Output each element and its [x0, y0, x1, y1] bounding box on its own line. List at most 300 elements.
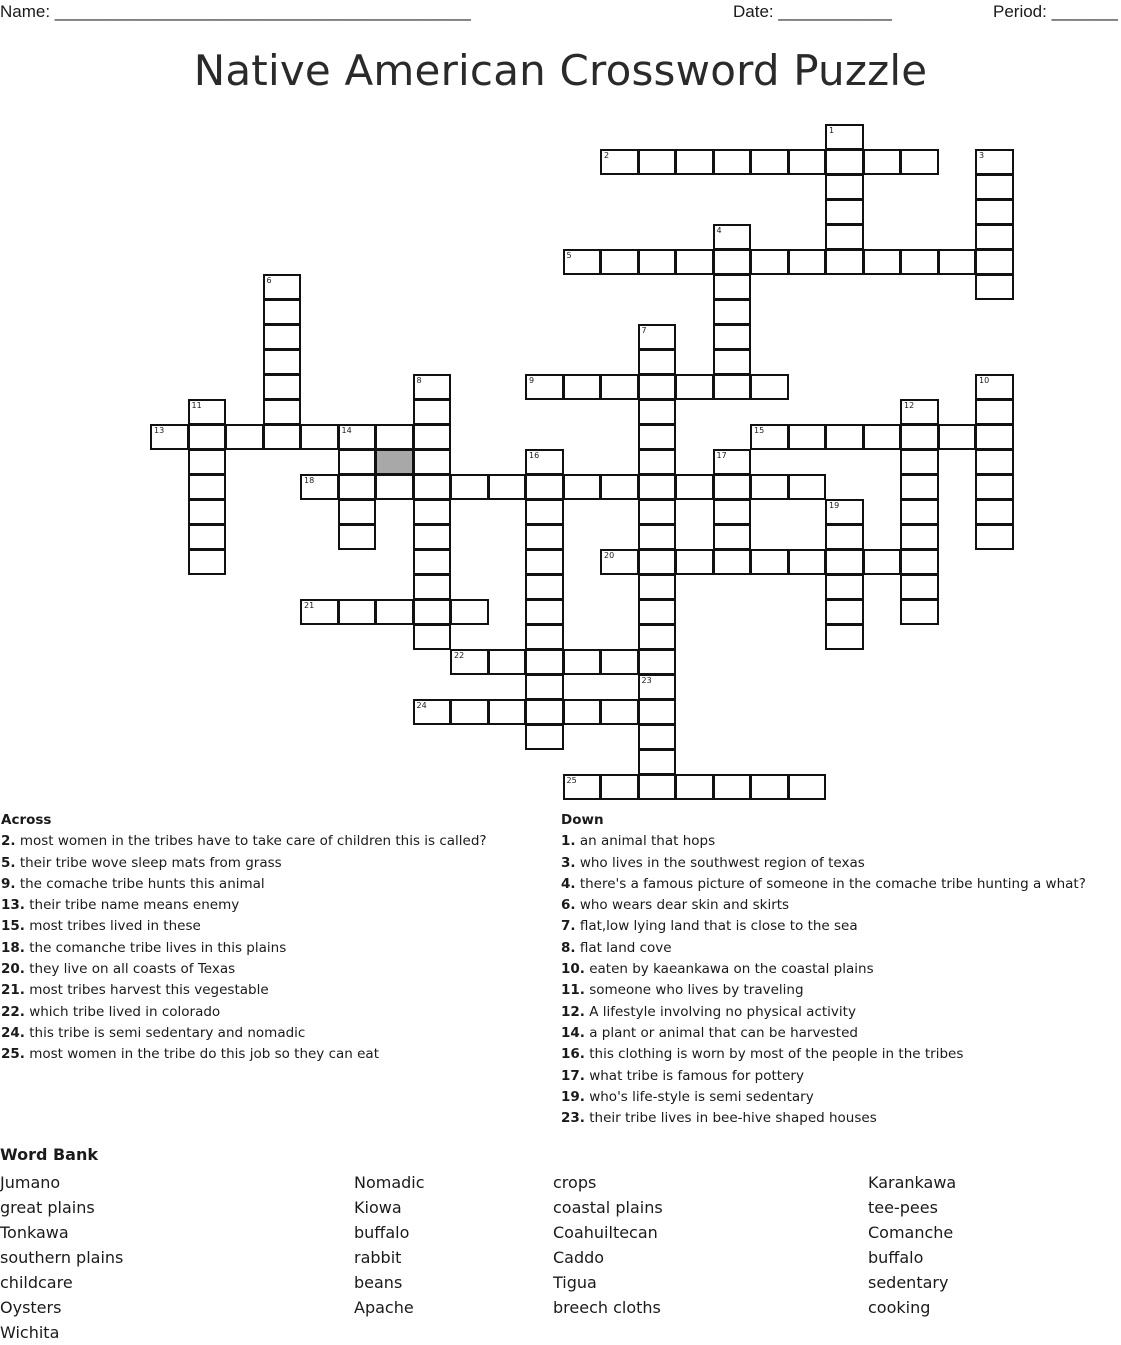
clue-text: they live on all coasts of Texas: [24, 961, 236, 978]
grid-cell[interactable]: [900, 149, 939, 175]
grid-cell[interactable]: [338, 424, 377, 450]
grid-cell[interactable]: [900, 449, 939, 475]
clue-number: 19.: [561, 1088, 585, 1105]
grid-cell[interactable]: [713, 774, 752, 800]
grid-cell[interactable]: [863, 149, 902, 175]
grid-cell[interactable]: [825, 174, 864, 200]
grid-cell[interactable]: [750, 149, 789, 175]
clue-number: 6: [266, 276, 272, 285]
clue-text: who's life-style is semi sedentary: [584, 1088, 814, 1105]
clue-number: 18: [304, 476, 315, 485]
grid-cell[interactable]: [600, 474, 639, 500]
grid-cell[interactable]: [788, 774, 827, 800]
clue-number: 1: [829, 126, 835, 135]
grid-cell[interactable]: [713, 299, 752, 325]
grid-cell[interactable]: [713, 249, 752, 275]
grid-cell[interactable]: [675, 774, 714, 800]
grid-cell[interactable]: [825, 524, 864, 550]
grid-cell[interactable]: [188, 499, 227, 525]
grid-cell[interactable]: [825, 599, 864, 625]
grid-cell[interactable]: [900, 549, 939, 575]
grid-cell[interactable]: [900, 524, 939, 550]
grid-cell[interactable]: [525, 724, 564, 750]
word-bank-item: Jumano: [0, 1173, 61, 1192]
clue-text: their tribe wove sleep mats from grass: [15, 854, 282, 871]
grid-cell[interactable]: [713, 449, 752, 475]
down-heading: Down: [561, 812, 604, 828]
across-clue: [1, 980, 487, 1001]
across-heading: Across: [1, 812, 52, 828]
clue-text: their tribe name means enemy: [24, 897, 240, 914]
grid-cell[interactable]: [563, 649, 602, 675]
clue-number: 8.: [561, 939, 576, 956]
clue-number: 1.: [561, 833, 576, 850]
grid-cell[interactable]: [825, 199, 864, 225]
grid-cell[interactable]: [225, 424, 264, 450]
grid-cell[interactable]: [638, 149, 677, 175]
grid-cell[interactable]: [188, 474, 227, 500]
grid-cell[interactable]: [525, 449, 564, 475]
grid-cell[interactable]: [938, 249, 977, 275]
grid-cell[interactable]: [563, 249, 602, 275]
word-bank-item: buffalo: [868, 1248, 924, 1267]
grid-cell[interactable]: [788, 549, 827, 575]
word-bank-item: great plains: [0, 1198, 95, 1217]
clue-text: eaten by kaeankawa on the coastal plains: [584, 961, 874, 978]
grid-cell[interactable]: [900, 399, 939, 425]
grid-cell[interactable]: [188, 549, 227, 575]
grid-cell[interactable]: [263, 349, 302, 375]
grid-cell[interactable]: [638, 574, 677, 600]
grid-cell[interactable]: [900, 599, 939, 625]
grid-cell[interactable]: [413, 599, 452, 625]
grid-cell[interactable]: [413, 524, 452, 550]
grid-cell[interactable]: [825, 549, 864, 575]
grid-cell[interactable]: [375, 424, 414, 450]
grid-cell[interactable]: [975, 499, 1014, 525]
grid-cell[interactable]: [600, 774, 639, 800]
grid-cell[interactable]: [413, 474, 452, 500]
across-clues: [1, 810, 487, 1066]
clue-number: 18.: [1, 939, 25, 956]
clue-number: 3: [979, 151, 985, 160]
page-title: Native American Crossword Puzzle: [193, 46, 928, 95]
grid-cell[interactable]: [488, 474, 527, 500]
grid-cell[interactable]: [675, 374, 714, 400]
clue-text: who lives in the southwest region of texas: [575, 854, 865, 871]
grid-cell[interactable]: [525, 574, 564, 600]
grid-cell[interactable]: [900, 424, 939, 450]
grid-cell[interactable]: [638, 249, 677, 275]
clue-number: 5: [566, 251, 572, 260]
across-clue: [1, 938, 487, 959]
clue-number: 11: [191, 401, 202, 410]
clue-text: an animal that hops: [575, 833, 716, 850]
grid-cell[interactable]: [413, 399, 452, 425]
grid-cell[interactable]: [600, 549, 639, 575]
down-clue: [561, 1108, 1086, 1129]
grid-cell[interactable]: [338, 449, 377, 475]
clue-text: the comache tribe hunts this animal: [15, 875, 265, 892]
down-clues: [561, 810, 1086, 1129]
grid-cell[interactable]: [638, 349, 677, 375]
grid-cell[interactable]: [713, 474, 752, 500]
grid-cell[interactable]: [863, 549, 902, 575]
clue-text: what tribe is famous for pottery: [584, 1067, 804, 1084]
word-bank-item: tee-pees: [868, 1198, 938, 1217]
word-bank-item: Kiowa: [354, 1198, 402, 1217]
down-clue: [561, 980, 1086, 1001]
grid-cell[interactable]: [488, 699, 527, 725]
clue-number: 13: [154, 426, 165, 435]
grid-cell[interactable]: [825, 624, 864, 650]
grid-cell[interactable]: [713, 549, 752, 575]
grid-cell[interactable]: [263, 324, 302, 350]
clue-text: most women in the tribe do this job so they can eat: [24, 1046, 380, 1063]
grid-cell[interactable]: [375, 474, 414, 500]
clue-number: 24.: [1, 1024, 25, 1041]
clue-text: A lifestyle involving no physical activity: [584, 1003, 856, 1020]
clue-number: 25: [566, 776, 577, 785]
grid-cell[interactable]: [450, 474, 489, 500]
clue-number: 14: [341, 426, 352, 435]
grid-cell[interactable]: [825, 124, 864, 150]
clue-text: their tribe lives in bee-hive shaped houses: [584, 1110, 877, 1127]
word-bank-item: Caddo: [553, 1248, 605, 1267]
grid-cell[interactable]: [188, 449, 227, 475]
grid-cell[interactable]: [825, 424, 864, 450]
clue-number: 15.: [1, 918, 25, 935]
grid-cell[interactable]: [675, 149, 714, 175]
grid-cell[interactable]: [638, 724, 677, 750]
grid-cell[interactable]: [525, 699, 564, 725]
clue-number: 12: [904, 401, 915, 410]
grid-cell[interactable]: [638, 674, 677, 700]
grid-cell[interactable]: [338, 599, 377, 625]
grid-cell[interactable]: [525, 649, 564, 675]
grid-cell[interactable]: [750, 474, 789, 500]
word-bank-item: Nomadic: [354, 1173, 425, 1192]
grid-cell[interactable]: [975, 199, 1014, 225]
grid-cell[interactable]: [900, 249, 939, 275]
grid-cell[interactable]: [638, 374, 677, 400]
grid-cell[interactable]: [975, 399, 1014, 425]
grid-cell[interactable]: [338, 499, 377, 525]
down-clue: [561, 1087, 1086, 1108]
word-bank-item: sedentary: [868, 1273, 949, 1292]
grid-cell[interactable]: [788, 149, 827, 175]
grid-cell[interactable]: [338, 524, 377, 550]
grid-cell[interactable]: [413, 449, 452, 475]
down-clue: [561, 938, 1086, 959]
grid-cell[interactable]: [300, 424, 339, 450]
grid-cell[interactable]: [525, 624, 564, 650]
grid-cell[interactable]: [563, 774, 602, 800]
grid-cell[interactable]: [750, 549, 789, 575]
grid-cell[interactable]: [638, 524, 677, 550]
clue-number: 5.: [1, 854, 16, 871]
word-bank-item: Karankawa: [868, 1173, 957, 1192]
down-clue: [561, 959, 1086, 980]
clue-number: 21.: [1, 982, 25, 999]
grid-cell[interactable]: [975, 474, 1014, 500]
word-bank-column: [354, 1170, 425, 1320]
word-bank-item: buffalo: [354, 1223, 410, 1242]
clue-text: most tribes lived in these: [24, 918, 201, 935]
grid-cell[interactable]: [525, 524, 564, 550]
clue-number: 17.: [561, 1067, 585, 1084]
across-clue: [1, 895, 487, 916]
word-bank-item: Apache: [354, 1298, 414, 1317]
clue-text: the comanche tribe lives in this plains: [24, 939, 287, 956]
clue-number: 2.: [1, 833, 16, 850]
grid-cell[interactable]: [525, 374, 564, 400]
grid-cell[interactable]: [638, 424, 677, 450]
grid-cell[interactable]: [413, 374, 452, 400]
grid-cell[interactable]: [600, 649, 639, 675]
word-bank-item: coastal plains: [553, 1198, 663, 1217]
down-clue: [561, 831, 1086, 852]
shaded-grid-cell: [375, 449, 414, 475]
grid-cell[interactable]: [450, 599, 489, 625]
clue-number: 8: [416, 376, 422, 385]
grid-cell[interactable]: [413, 424, 452, 450]
clue-number: 22.: [1, 1003, 25, 1020]
word-bank-heading: Word Bank: [0, 1145, 99, 1164]
grid-cell[interactable]: [750, 374, 789, 400]
grid-cell[interactable]: [638, 649, 677, 675]
clue-text: which tribe lived in colorado: [24, 1003, 221, 1020]
grid-cell[interactable]: [675, 549, 714, 575]
grid-cell[interactable]: [900, 474, 939, 500]
down-clue: [561, 1023, 1086, 1044]
clue-number: 24: [416, 701, 427, 710]
grid-cell[interactable]: [188, 524, 227, 550]
grid-cell[interactable]: [413, 624, 452, 650]
clue-number: 9.: [1, 875, 16, 892]
clue-number: 20: [604, 551, 615, 560]
grid-cell[interactable]: [338, 474, 377, 500]
grid-cell[interactable]: [675, 249, 714, 275]
grid-cell[interactable]: [713, 324, 752, 350]
grid-cell[interactable]: [525, 674, 564, 700]
clue-number: 16.: [561, 1046, 585, 1063]
grid-cell[interactable]: [413, 574, 452, 600]
clue-text: who wears dear skin and skirts: [575, 897, 790, 914]
clue-number: 15: [754, 426, 765, 435]
clue-number: 21: [304, 601, 315, 610]
word-bank-item: southern plains: [0, 1248, 124, 1267]
word-bank-column: [868, 1170, 956, 1320]
grid-cell[interactable]: [263, 299, 302, 325]
grid-cell[interactable]: [900, 499, 939, 525]
grid-cell[interactable]: [713, 524, 752, 550]
clue-number: 2: [604, 151, 610, 160]
clue-text: this tribe is semi sedentary and nomadic: [24, 1024, 306, 1041]
word-bank-item: Tonkawa: [0, 1223, 69, 1242]
grid-cell[interactable]: [525, 499, 564, 525]
clue-number: 23.: [561, 1110, 585, 1127]
grid-cell[interactable]: [713, 499, 752, 525]
grid-cell[interactable]: [975, 224, 1014, 250]
grid-cell[interactable]: [263, 374, 302, 400]
across-clue: [1, 1002, 487, 1023]
period-field-label: Period: _______: [993, 2, 1118, 21]
grid-cell[interactable]: [863, 249, 902, 275]
clue-text: most women in the tribes have to take care of children this is called?: [15, 833, 487, 850]
name-field-label: Name: ____________________________________________: [0, 2, 471, 21]
grid-cell[interactable]: [263, 424, 302, 450]
grid-cell[interactable]: [600, 149, 639, 175]
clue-number: 9: [529, 376, 535, 385]
grid-cell[interactable]: [563, 474, 602, 500]
clue-text: most tribes harvest this vegestable: [24, 982, 269, 999]
clue-text: flat land cove: [575, 939, 672, 956]
grid-cell[interactable]: [600, 249, 639, 275]
across-clue: [1, 853, 487, 874]
grid-cell[interactable]: [638, 749, 677, 775]
across-clue: [1, 831, 487, 852]
word-bank-item: childcare: [0, 1273, 73, 1292]
grid-cell[interactable]: [975, 374, 1014, 400]
down-clue: [561, 1066, 1086, 1087]
down-clue: [561, 1002, 1086, 1023]
grid-cell[interactable]: [375, 599, 414, 625]
down-clue: [561, 1044, 1086, 1065]
grid-cell[interactable]: [975, 424, 1014, 450]
grid-cell[interactable]: [750, 424, 789, 450]
grid-cell[interactable]: [788, 474, 827, 500]
grid-cell[interactable]: [525, 474, 564, 500]
grid-cell[interactable]: [750, 249, 789, 275]
grid-cell[interactable]: [300, 599, 339, 625]
grid-cell[interactable]: [638, 624, 677, 650]
clue-number: 16: [529, 451, 540, 460]
clue-number: 12.: [561, 1003, 585, 1020]
grid-cell[interactable]: [413, 499, 452, 525]
across-clue: [1, 874, 487, 895]
grid-cell[interactable]: [263, 399, 302, 425]
grid-cell[interactable]: [638, 774, 677, 800]
clue-number: 4.: [561, 875, 576, 892]
clue-number: 17: [716, 451, 727, 460]
word-bank-item: Tigua: [553, 1273, 597, 1292]
across-clue: [1, 916, 487, 937]
grid-cell[interactable]: [638, 499, 677, 525]
grid-cell[interactable]: [450, 649, 489, 675]
clue-text: this clothing is worn by most of the people in the tribes: [584, 1046, 964, 1063]
grid-cell[interactable]: [975, 274, 1014, 300]
grid-cell[interactable]: [638, 699, 677, 725]
clue-number: 13.: [1, 897, 25, 914]
grid-cell[interactable]: [188, 399, 227, 425]
word-bank-item: cooking: [868, 1298, 931, 1317]
clue-text: someone who lives by traveling: [584, 982, 804, 999]
grid-cell[interactable]: [675, 474, 714, 500]
grid-cell[interactable]: [825, 574, 864, 600]
clue-number: 20.: [1, 961, 25, 978]
grid-cell[interactable]: [600, 699, 639, 725]
grid-cell[interactable]: [713, 274, 752, 300]
grid-cell[interactable]: [825, 249, 864, 275]
grid-cell[interactable]: [788, 249, 827, 275]
grid-cell[interactable]: [975, 524, 1014, 550]
word-bank-item: beans: [354, 1273, 403, 1292]
grid-cell[interactable]: [713, 224, 752, 250]
down-clue: [561, 853, 1086, 874]
word-bank-item: breech cloths: [553, 1298, 661, 1317]
grid-cell[interactable]: [525, 599, 564, 625]
word-bank-item: crops: [553, 1173, 597, 1192]
grid-cell[interactable]: [638, 599, 677, 625]
grid-cell[interactable]: [413, 549, 452, 575]
grid-cell[interactable]: [713, 374, 752, 400]
clue-number: 22: [454, 651, 465, 660]
clue-text: there's a famous picture of someone in the comache tribe hunting a what?: [575, 875, 1086, 892]
grid-cell[interactable]: [150, 424, 189, 450]
clue-number: 7.: [561, 918, 576, 935]
grid-cell[interactable]: [188, 424, 227, 450]
across-clue: [1, 1023, 487, 1044]
word-bank-item: Coahuiltecan: [553, 1223, 658, 1242]
down-clue: [561, 895, 1086, 916]
clue-text: a plant or animal that can be harvested: [584, 1024, 858, 1041]
across-clue: [1, 1044, 487, 1065]
down-clue: [561, 874, 1086, 895]
grid-cell[interactable]: [900, 574, 939, 600]
clue-number: 10: [979, 376, 990, 385]
grid-cell[interactable]: [563, 374, 602, 400]
grid-cell[interactable]: [975, 449, 1014, 475]
word-bank-item: rabbit: [354, 1248, 402, 1267]
grid-cell[interactable]: [638, 549, 677, 575]
clue-number: 10.: [561, 961, 585, 978]
grid-cell[interactable]: [975, 174, 1014, 200]
grid-cell[interactable]: [300, 474, 339, 500]
grid-cell[interactable]: [638, 474, 677, 500]
grid-cell[interactable]: [713, 149, 752, 175]
clue-number: 23: [641, 676, 652, 685]
grid-cell[interactable]: [713, 349, 752, 375]
date-field-label: Date: ____________: [733, 2, 892, 21]
grid-cell[interactable]: [600, 374, 639, 400]
grid-cell[interactable]: [638, 324, 677, 350]
grid-cell[interactable]: [488, 649, 527, 675]
grid-cell[interactable]: [450, 699, 489, 725]
grid-cell[interactable]: [825, 224, 864, 250]
grid-cell[interactable]: [975, 249, 1014, 275]
grid-cell[interactable]: [788, 424, 827, 450]
grid-cell[interactable]: [938, 424, 977, 450]
grid-cell[interactable]: [638, 449, 677, 475]
grid-cell[interactable]: [825, 499, 864, 525]
grid-cell[interactable]: [525, 549, 564, 575]
grid-cell[interactable]: [825, 149, 864, 175]
grid-cell[interactable]: [263, 274, 302, 300]
grid-cell[interactable]: [863, 424, 902, 450]
word-bank-item: Oysters: [0, 1298, 62, 1317]
grid-cell[interactable]: [975, 149, 1014, 175]
word-bank-item: Comanche: [868, 1223, 954, 1242]
clue-number: 6.: [561, 897, 576, 914]
clue-number: 11.: [561, 982, 585, 999]
grid-cell[interactable]: [750, 774, 789, 800]
grid-cell[interactable]: [413, 699, 452, 725]
clue-number: 3.: [561, 854, 576, 871]
grid-cell[interactable]: [563, 699, 602, 725]
grid-cell[interactable]: [638, 399, 677, 425]
clue-number: 25.: [1, 1046, 25, 1063]
